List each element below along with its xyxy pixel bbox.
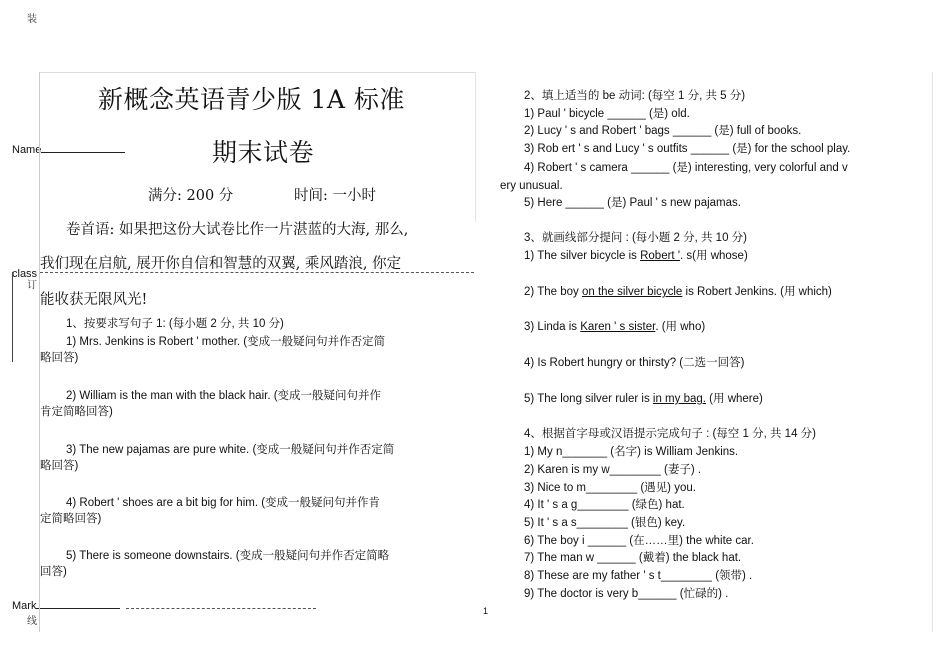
class-field[interactable] <box>12 268 37 280</box>
s4-item2: 2) Karen is my w________ (妻子) . <box>524 464 702 476</box>
s3-item2 <box>524 285 832 299</box>
s3-item2-post: is Robert Jenkins. (用 which) <box>682 286 832 298</box>
binding-mark-top: 装 <box>27 14 37 25</box>
s1-item2-line2: 肯定简略回答) <box>40 406 113 418</box>
section4-heading: 4、根据首字母或汉语提示完成句子 : (每空 1 分, 共 14 分) <box>524 428 816 440</box>
class-label: class <box>12 268 38 280</box>
s3-item1-underlined: Robert ' <box>640 250 681 262</box>
s3-item2-pre: 2) The boy <box>524 286 582 298</box>
s1-item2-line1: 2) William is the man with the black hair. (变成一般疑问句并作 <box>66 390 382 402</box>
s3-item5-underlined: in my bag. <box>652 393 706 405</box>
s1-item3-line1: 3) The new pajamas are pure white. (变成一般疑问句并作否定简 <box>66 444 395 456</box>
binding-side-line <box>12 272 13 362</box>
score-info: 满分: 200 分 <box>148 188 234 204</box>
s1-item5-line1: 5) There is someone downstairs. (变成一般疑问句并作否定简略 <box>66 550 390 562</box>
title-line-2: 期末试卷 <box>212 138 315 167</box>
name-label: Name <box>12 144 42 156</box>
time-info: 时间: 一小时 <box>294 188 376 204</box>
frame-divider-line <box>475 72 476 222</box>
s1-item4-line2: 定简略回答) <box>40 513 102 525</box>
s4-item7: 7) The man w ______ (戴着) the black hat. <box>524 552 742 564</box>
s4-item6: 6) The boy i ______ (在……里) the white car. <box>524 535 754 547</box>
s4-item4: 4) It ' s a g________ (绿色) hat. <box>524 499 685 511</box>
s2-item2: 2) Lucy ' s and Robert ' bags ______ (是) full of books. <box>524 125 802 137</box>
s3-item3-underlined: Karen ' s sister <box>580 321 656 333</box>
s2-item5: 5) Here ______ (是) Paul ' s new pajamas. <box>524 197 741 209</box>
s3-item3 <box>524 320 705 334</box>
s1-item1-line1: 1) Mrs. Jenkins is Robert ' mother. (变成一般疑问句并作否定简 <box>66 336 386 348</box>
mark-label: Mark <box>12 600 37 612</box>
section3-heading: 3、就画线部分提问 : (每小题 2 分, 共 10 分) <box>524 232 747 244</box>
s3-item5 <box>524 392 763 406</box>
s4-item3: 3) Nice to m________ (遇见) you. <box>524 482 696 494</box>
s3-item5-pre: 5) The long silver ruler is <box>524 393 653 405</box>
s1-item4-line1: 4) Robert ' shoes are a bit big for him. (变成一般疑问句并作肯 <box>66 497 381 509</box>
s3-item5-post: (用 where) <box>705 393 763 405</box>
intro-line-3: 能收获无限风光! <box>40 292 148 308</box>
s3-item3-post: . (用 who) <box>655 321 706 333</box>
mark-field[interactable] <box>12 600 120 612</box>
mark-blank <box>36 608 120 609</box>
binding-dashed-line-bottom <box>126 608 316 609</box>
section2-heading: 2、填上适当的 be 动词: (每空 1 分, 共 5 分) <box>524 90 746 102</box>
title-line-1: 新概念英语青少版 1A 标准 <box>98 85 405 114</box>
s3-item1 <box>524 249 748 263</box>
frame-right-line <box>932 72 933 632</box>
s2-item4-continued: ery unusual. <box>500 180 563 192</box>
s1-item3-line2: 略回答) <box>40 460 79 472</box>
name-blank <box>41 152 125 153</box>
s1-item5-line2: 回答) <box>40 566 67 578</box>
s3-item1-post: . s(用 whose) <box>680 250 748 262</box>
section1-heading: 1、按要求写句子 1: (每小题 2 分, 共 10 分) <box>66 318 284 330</box>
frame-top-line <box>39 72 475 73</box>
s1-item1-line2: 略回答) <box>40 352 79 364</box>
page-number: 1 <box>483 606 489 616</box>
s3-item4-pre: 4) Is Robert hungry or thirsty? (二选一回答) <box>524 357 745 369</box>
binding-mark-bottom: 线 <box>27 616 37 627</box>
intro-line-1: 卷首语: 如果把这份大试卷比作一片湛蓝的大海, 那么, <box>66 222 409 238</box>
s3-item3-pre: 3) Linda is <box>524 321 581 333</box>
intro-line-2: 我们现在启航, 展开你自信和智慧的双翼, 乘风踏浪, 你定 <box>40 256 402 272</box>
s2-item1: 1) Paul ' bicycle ______ (是) old. <box>524 108 690 120</box>
s2-item3: 3) Rob ert ' s and Lucy ' s outfits ______ (是) for the school play. <box>524 143 851 155</box>
s4-item1: 1) My n_______ (名字) is William Jenkins. <box>524 446 739 458</box>
name-field[interactable] <box>12 144 125 156</box>
s4-item8: 8) These are my father ' s t________ (领带) . <box>524 570 753 582</box>
s3-item1-pre: 1) The silver bicycle is <box>524 250 641 262</box>
s4-item5: 5) It ' s a s________ (银色) key. <box>524 517 686 529</box>
s4-item9: 9) The doctor is very b______ (忙碌的) . <box>524 588 729 600</box>
binding-mark-middle: 订 <box>27 280 37 291</box>
s3-item4 <box>524 356 744 370</box>
s2-item4: 4) Robert ' s camera ______ (是) interesting, very colorful and v <box>524 162 848 174</box>
s3-item2-underlined: on the silver bicycle <box>581 286 683 298</box>
